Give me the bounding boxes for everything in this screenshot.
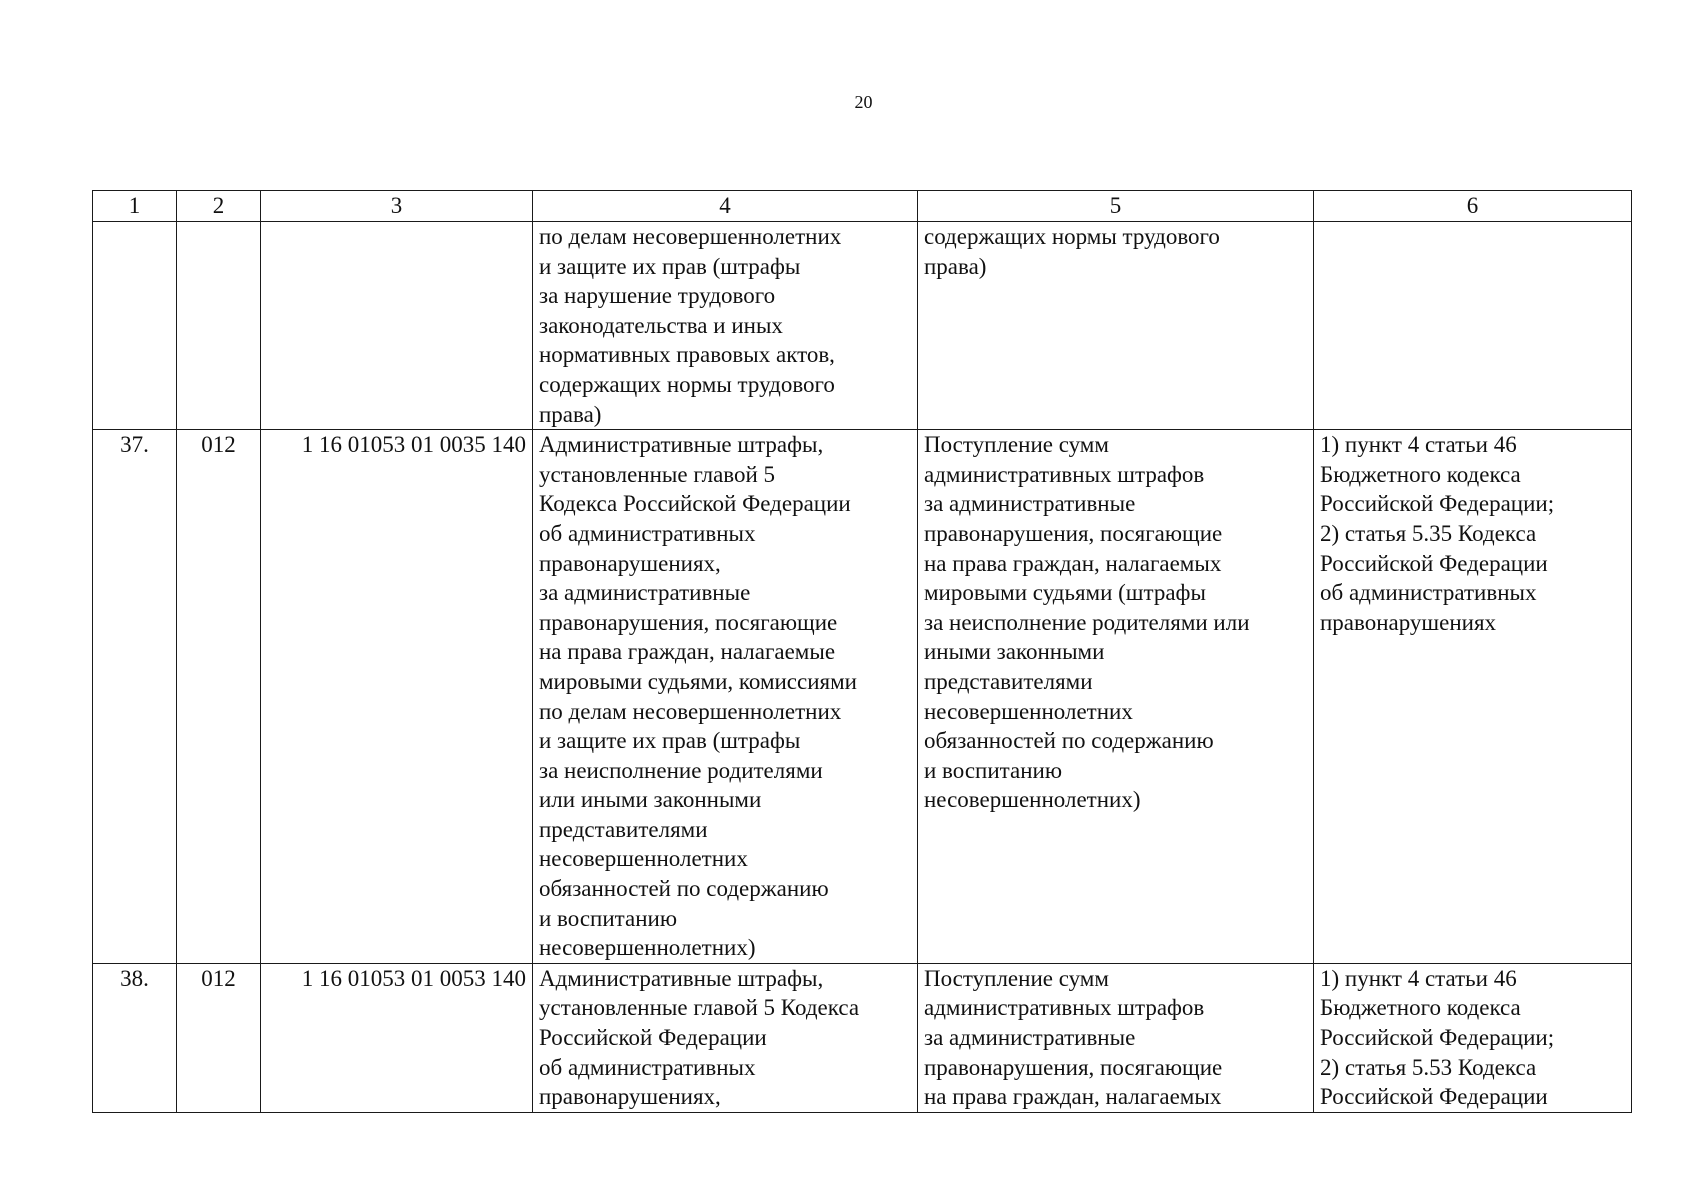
admin-code-cell: 012: [177, 963, 261, 1112]
table-row: [93, 963, 1632, 1112]
description-cell: Административные штрафы, установленные главой 5 Кодекса Российской Федерации об административных правонарушениях,: [533, 963, 918, 1112]
row-number-cell: 37.: [93, 430, 177, 964]
revenue-cell: содержащих нормы трудового права): [918, 222, 1314, 430]
description-cell: по делам несовершеннолетних и защите их прав (штрафы за нарушение трудового законодательства и иных нормативных правовых актов, содержащих нормы трудового права): [533, 222, 918, 430]
admin-code-cell: [177, 222, 261, 430]
kbk-code-cell: 1 16 01053 01 0053 140: [261, 963, 533, 1112]
page-number: 20: [854, 92, 873, 112]
revenue-cell: Поступление сумм административных штрафов за административные правонарушения, посягающие на права граждан, налагаемых мировыми судьями (штрафы за неисполнение родителями или иными законными представителями несовершеннолетних обязанностей по содержанию и воспитанию несовершеннолетних): [918, 430, 1314, 964]
column-header: 3: [261, 191, 533, 222]
column-header: 4: [533, 191, 918, 222]
table-row: [93, 430, 1632, 964]
kbk-code-cell: [261, 222, 533, 430]
kbk-code-cell: 1 16 01053 01 0035 140: [261, 430, 533, 964]
row-number-cell: 38.: [93, 963, 177, 1112]
table-row: [93, 222, 1632, 430]
admin-code-cell: 012: [177, 430, 261, 964]
column-header: 6: [1314, 191, 1632, 222]
description-cell: Административные штрафы, установленные главой 5 Кодекса Российской Федерации об административных правонарушениях, за административные правонарушения, посягающие на права граждан, налагаемые мировыми судьями, комиссиями по делам несовершеннолетних и защите их прав (штрафы за неисполнение родителями или иными законными представителями несовершеннолетних обязанностей по содержанию и воспитанию несовершеннолетних): [533, 430, 918, 964]
column-header: 1: [93, 191, 177, 222]
legal-basis-cell: 1) пункт 4 статьи 46 Бюджетного кодекса Российской Федерации; 2) статья 5.53 Кодекса Российской Федерации: [1314, 963, 1632, 1112]
column-header: 5: [918, 191, 1314, 222]
legal-basis-cell: 1) пункт 4 статьи 46 Бюджетного кодекса Российской Федерации; 2) статья 5.35 Кодекса Российской Федерации об административных правонарушениях: [1314, 430, 1632, 964]
revenue-cell: Поступление сумм административных штрафов за административные правонарушения, посягающие на права граждан, налагаемых: [918, 963, 1314, 1112]
table-header-row: [93, 191, 1632, 222]
row-number-cell: [93, 222, 177, 430]
revenue-codes-table: [92, 190, 1632, 1113]
legal-basis-cell: [1314, 222, 1632, 430]
column-header: 2: [177, 191, 261, 222]
